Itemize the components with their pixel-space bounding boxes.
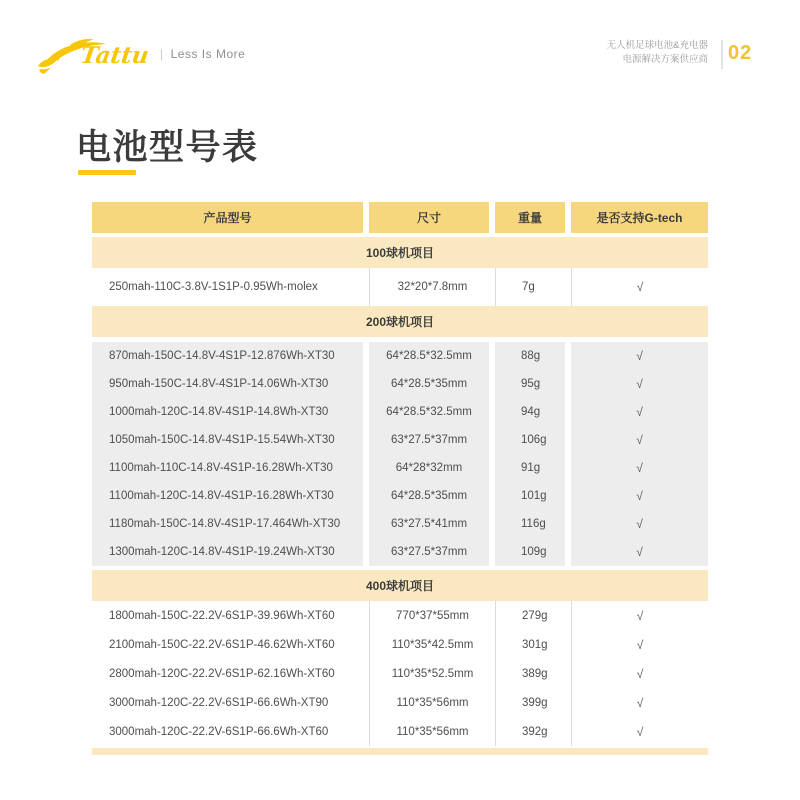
model-cell: 2100mah-150C-22.2V-6S1P-46.62Wh-XT60 (92, 630, 369, 659)
column-header-weight: 重量 (495, 202, 571, 233)
model-cell: 3000mah-120C-22.2V-6S1P-66.6Wh-XT60 (92, 717, 369, 746)
size-cell: 64*28.5*32.5mm (369, 342, 495, 370)
weight-cell: 7g (495, 268, 571, 306)
title-underline (78, 170, 136, 175)
gtech-check-cell: √ (571, 454, 708, 482)
table-row (92, 510, 708, 538)
gtech-check-cell: √ (571, 630, 708, 659)
weight-cell: 88g (495, 342, 571, 370)
column-header-size: 尺寸 (369, 202, 495, 233)
size-cell: 770*37*55mm (369, 601, 495, 630)
header-right-line1: 无人机足球电池&充电器 (606, 40, 708, 51)
section-rows (92, 601, 708, 746)
tattu-logo (36, 33, 166, 75)
table-row (92, 268, 708, 306)
gtech-check-cell: √ (571, 717, 708, 746)
weight-cell: 116g (495, 510, 571, 538)
table-row (92, 630, 708, 659)
model-cell: 1800mah-150C-22.2V-6S1P-39.96Wh-XT60 (92, 601, 369, 630)
model-cell: 1000mah-120C-14.8V-4S1P-14.8Wh-XT30 (92, 398, 369, 426)
weight-cell: 94g (495, 398, 571, 426)
gtech-check-cell: √ (571, 482, 708, 510)
size-cell: 64*28.5*35mm (369, 482, 495, 510)
table-footer-strip (92, 748, 708, 755)
table-row (92, 717, 708, 746)
table-body (92, 237, 708, 746)
weight-cell: 91g (495, 454, 571, 482)
table-header-row (92, 202, 708, 233)
logo-wordmark: Tattu (78, 42, 151, 69)
table-row (92, 482, 708, 510)
page-number: 02 (728, 42, 753, 64)
table-row (92, 426, 708, 454)
column-header-model: 产品型号 (92, 202, 369, 233)
battery-spec-table (92, 202, 708, 755)
gtech-check-cell: √ (571, 426, 708, 454)
gtech-check-cell: √ (571, 510, 708, 538)
model-cell: 1180mah-150C-14.8V-4S1P-17.464Wh-XT30 (92, 510, 369, 538)
gtech-check-cell: √ (571, 398, 708, 426)
gtech-check-cell: √ (571, 342, 708, 370)
model-cell: 1300mah-120C-14.8V-4S1P-19.24Wh-XT30 (92, 538, 369, 566)
weight-cell: 101g (495, 482, 571, 510)
size-cell: 64*28.5*35mm (369, 370, 495, 398)
model-cell: 1100mah-110C-14.8V-4S1P-16.28Wh-XT30 (92, 454, 369, 482)
gtech-check-cell: √ (571, 688, 708, 717)
size-cell: 63*27.5*37mm (369, 538, 495, 566)
weight-cell: 392g (495, 717, 571, 746)
model-cell: 870mah-150C-14.8V-4S1P-12.876Wh-XT30 (92, 342, 369, 370)
table-row (92, 398, 708, 426)
size-cell: 110*35*56mm (369, 688, 495, 717)
gtech-check-cell: √ (571, 601, 708, 630)
tagline-divider: | (160, 47, 164, 61)
table-row (92, 454, 708, 482)
size-cell: 64*28*32mm (369, 454, 495, 482)
table-row (92, 659, 708, 688)
section-header-band: 100球机项目 (92, 237, 708, 268)
size-cell: 64*28.5*32.5mm (369, 398, 495, 426)
brand-tagline (160, 47, 245, 61)
column-header-gtech: 是否支持G-tech (571, 202, 708, 233)
weight-cell: 106g (495, 426, 571, 454)
size-cell: 110*35*56mm (369, 717, 495, 746)
weight-cell: 279g (495, 601, 571, 630)
section-header-band: 200球机项目 (92, 306, 708, 337)
size-cell: 110*35*52.5mm (369, 659, 495, 688)
weight-cell: 109g (495, 538, 571, 566)
table-row (92, 370, 708, 398)
model-cell: 1100mah-120C-14.8V-4S1P-16.28Wh-XT30 (92, 482, 369, 510)
size-cell: 63*27.5*37mm (369, 426, 495, 454)
model-cell: 3000mah-120C-22.2V-6S1P-66.6Wh-XT90 (92, 688, 369, 717)
table-row (92, 688, 708, 717)
gtech-check-cell: √ (571, 268, 708, 306)
model-cell: 250mah-110C-3.8V-1S1P-0.95Wh-molex (92, 268, 369, 306)
gtech-check-cell: √ (571, 659, 708, 688)
tagline-text: Less Is More (170, 47, 246, 61)
page-title: 电池型号表 (76, 128, 259, 167)
size-cell: 63*27.5*41mm (369, 510, 495, 538)
section-rows (92, 342, 708, 566)
table-row (92, 538, 708, 566)
weight-cell: 399g (495, 688, 571, 717)
size-cell: 110*35*42.5mm (369, 630, 495, 659)
weight-cell: 389g (495, 659, 571, 688)
model-cell: 950mah-150C-14.8V-4S1P-14.06Wh-XT30 (92, 370, 369, 398)
section-rows (92, 268, 708, 306)
weight-cell: 95g (495, 370, 571, 398)
header-divider (721, 40, 723, 69)
table-row (92, 342, 708, 370)
header-right-line2: 电源解决方案供应商 (622, 54, 708, 65)
weight-cell: 301g (495, 630, 571, 659)
model-cell: 2800mah-120C-22.2V-6S1P-62.16Wh-XT60 (92, 659, 369, 688)
section-header-band: 400球机项目 (92, 570, 708, 601)
table-row (92, 601, 708, 630)
tiger-logo-icon (36, 33, 166, 75)
model-cell: 1050mah-150C-14.8V-4S1P-15.54Wh-XT30 (92, 426, 369, 454)
gtech-check-cell: √ (571, 370, 708, 398)
size-cell: 32*20*7.8mm (369, 268, 495, 306)
gtech-check-cell: √ (571, 538, 708, 566)
header-right-text (607, 39, 708, 67)
